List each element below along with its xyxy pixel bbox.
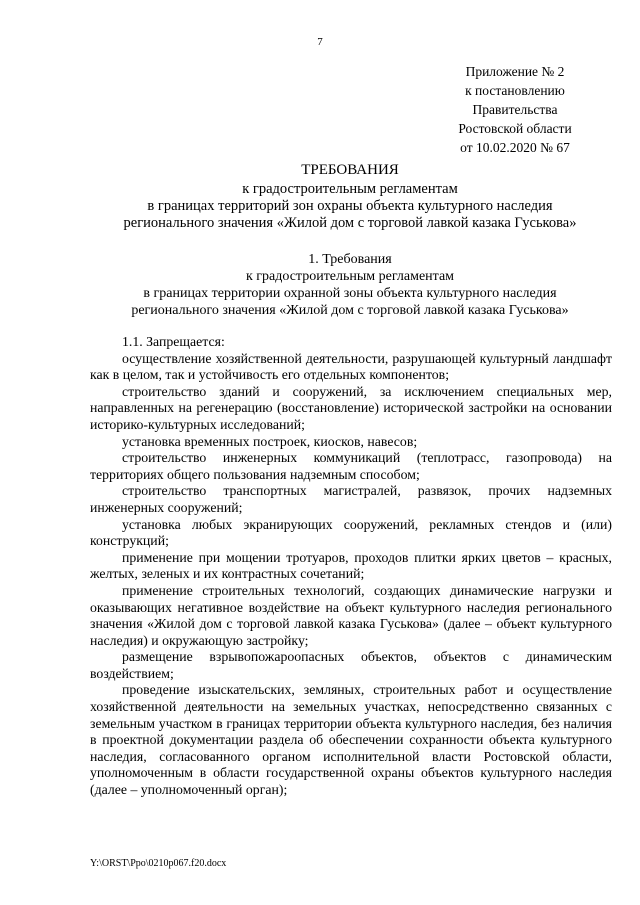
page-number: 7: [317, 36, 323, 48]
section-heading-line: регионального значения «Жилой дом с торговой лавкой казака Гуськова»: [131, 303, 569, 318]
body-paragraph: осуществление хозяйственной деятельности, разрушающей культурный ландшафт как в целом, так и устойчивость его отдельных компонентов;: [90, 350, 612, 383]
body-paragraph: строительство инженерных коммуникаций (теплотрасс, газопровода) на территориях общего пользования надземным способом;: [90, 450, 612, 482]
document-body: [90, 334, 612, 799]
body-paragraph: строительство зданий и сооружений, за исключением специальных мер, направленных на регенерацию (восстановление) исторической застройки на основании историко-культурных исследований;: [90, 383, 612, 432]
body-paragraph: установка любых экранирующих сооружений, рекламных стендов и (или) конструкций;: [90, 516, 612, 549]
appendix-line: от 10.02.2020 № 67: [460, 140, 570, 155]
title-heading: ТРЕБОВАНИЯ: [301, 162, 399, 178]
title-line: к градостроительным регламентам: [242, 181, 458, 197]
appendix-line: к постановлению: [465, 83, 565, 98]
body-paragraph: 1.1. Запрещается:: [122, 334, 225, 349]
document-title: [60, 162, 640, 232]
appendix-line: Ростовской области: [458, 121, 572, 136]
section-heading: [60, 251, 640, 319]
body-paragraph: строительство транспортных магистралей, развязок, прочих надземных инженерных сооружений;: [90, 483, 612, 515]
title-line: в границах территорий зон охраны объекта культурного наследия: [147, 198, 553, 214]
appendix-line: Приложение № 2: [465, 64, 565, 79]
appendix-line: Правительства: [472, 102, 558, 117]
body-paragraph: применение строительных технологий, создающих динамические нагрузки и оказывающих негативное воздействие на объект культурного наследия регионального значения «Жилой дом с торговой лавкой казака Гуськова» (далее – объект культурного наследия) и окружающую застройку;: [90, 582, 612, 648]
body-paragraph: проведение изыскательских, земляных, строительных работ и осуществление хозяйственной деятельности на земельных участках, непосредственно связанных с земельным участком в границах территории объекта культурного наследия, без наличия в проектной документации раздела об обеспечении сохранности объекта культурного наследия, согласованного органом исполнительной власти Ростовской области, уполномоченным в области государственной охраны объектов культурного наследия (далее – уполномоченный орган);: [90, 682, 612, 798]
section-heading-line: в границах территории охранной зоны объекта культурного наследия: [143, 286, 557, 301]
section-heading-line: 1. Требования: [308, 252, 392, 267]
body-paragraph: установка временных построек, киосков, навесов;: [122, 433, 418, 449]
appendix-block: [430, 62, 600, 157]
title-line: регионального значения «Жилой дом с торговой лавкой казака Гуськова»: [123, 215, 577, 231]
body-paragraph: применение при мощении тротуаров, проходов плитки ярких цветов – красных, желтых, зеленых и их контрастных сочетаний;: [90, 549, 612, 582]
section-heading-line: к градостроительным регламентам: [245, 269, 455, 284]
file-path-footer: Y:\ORST\Ppo\0210p067.f20.docx: [90, 858, 227, 869]
body-paragraph: размещение взрывопожароопасных объектов, объектов с динамическим воздействием;: [90, 649, 612, 681]
